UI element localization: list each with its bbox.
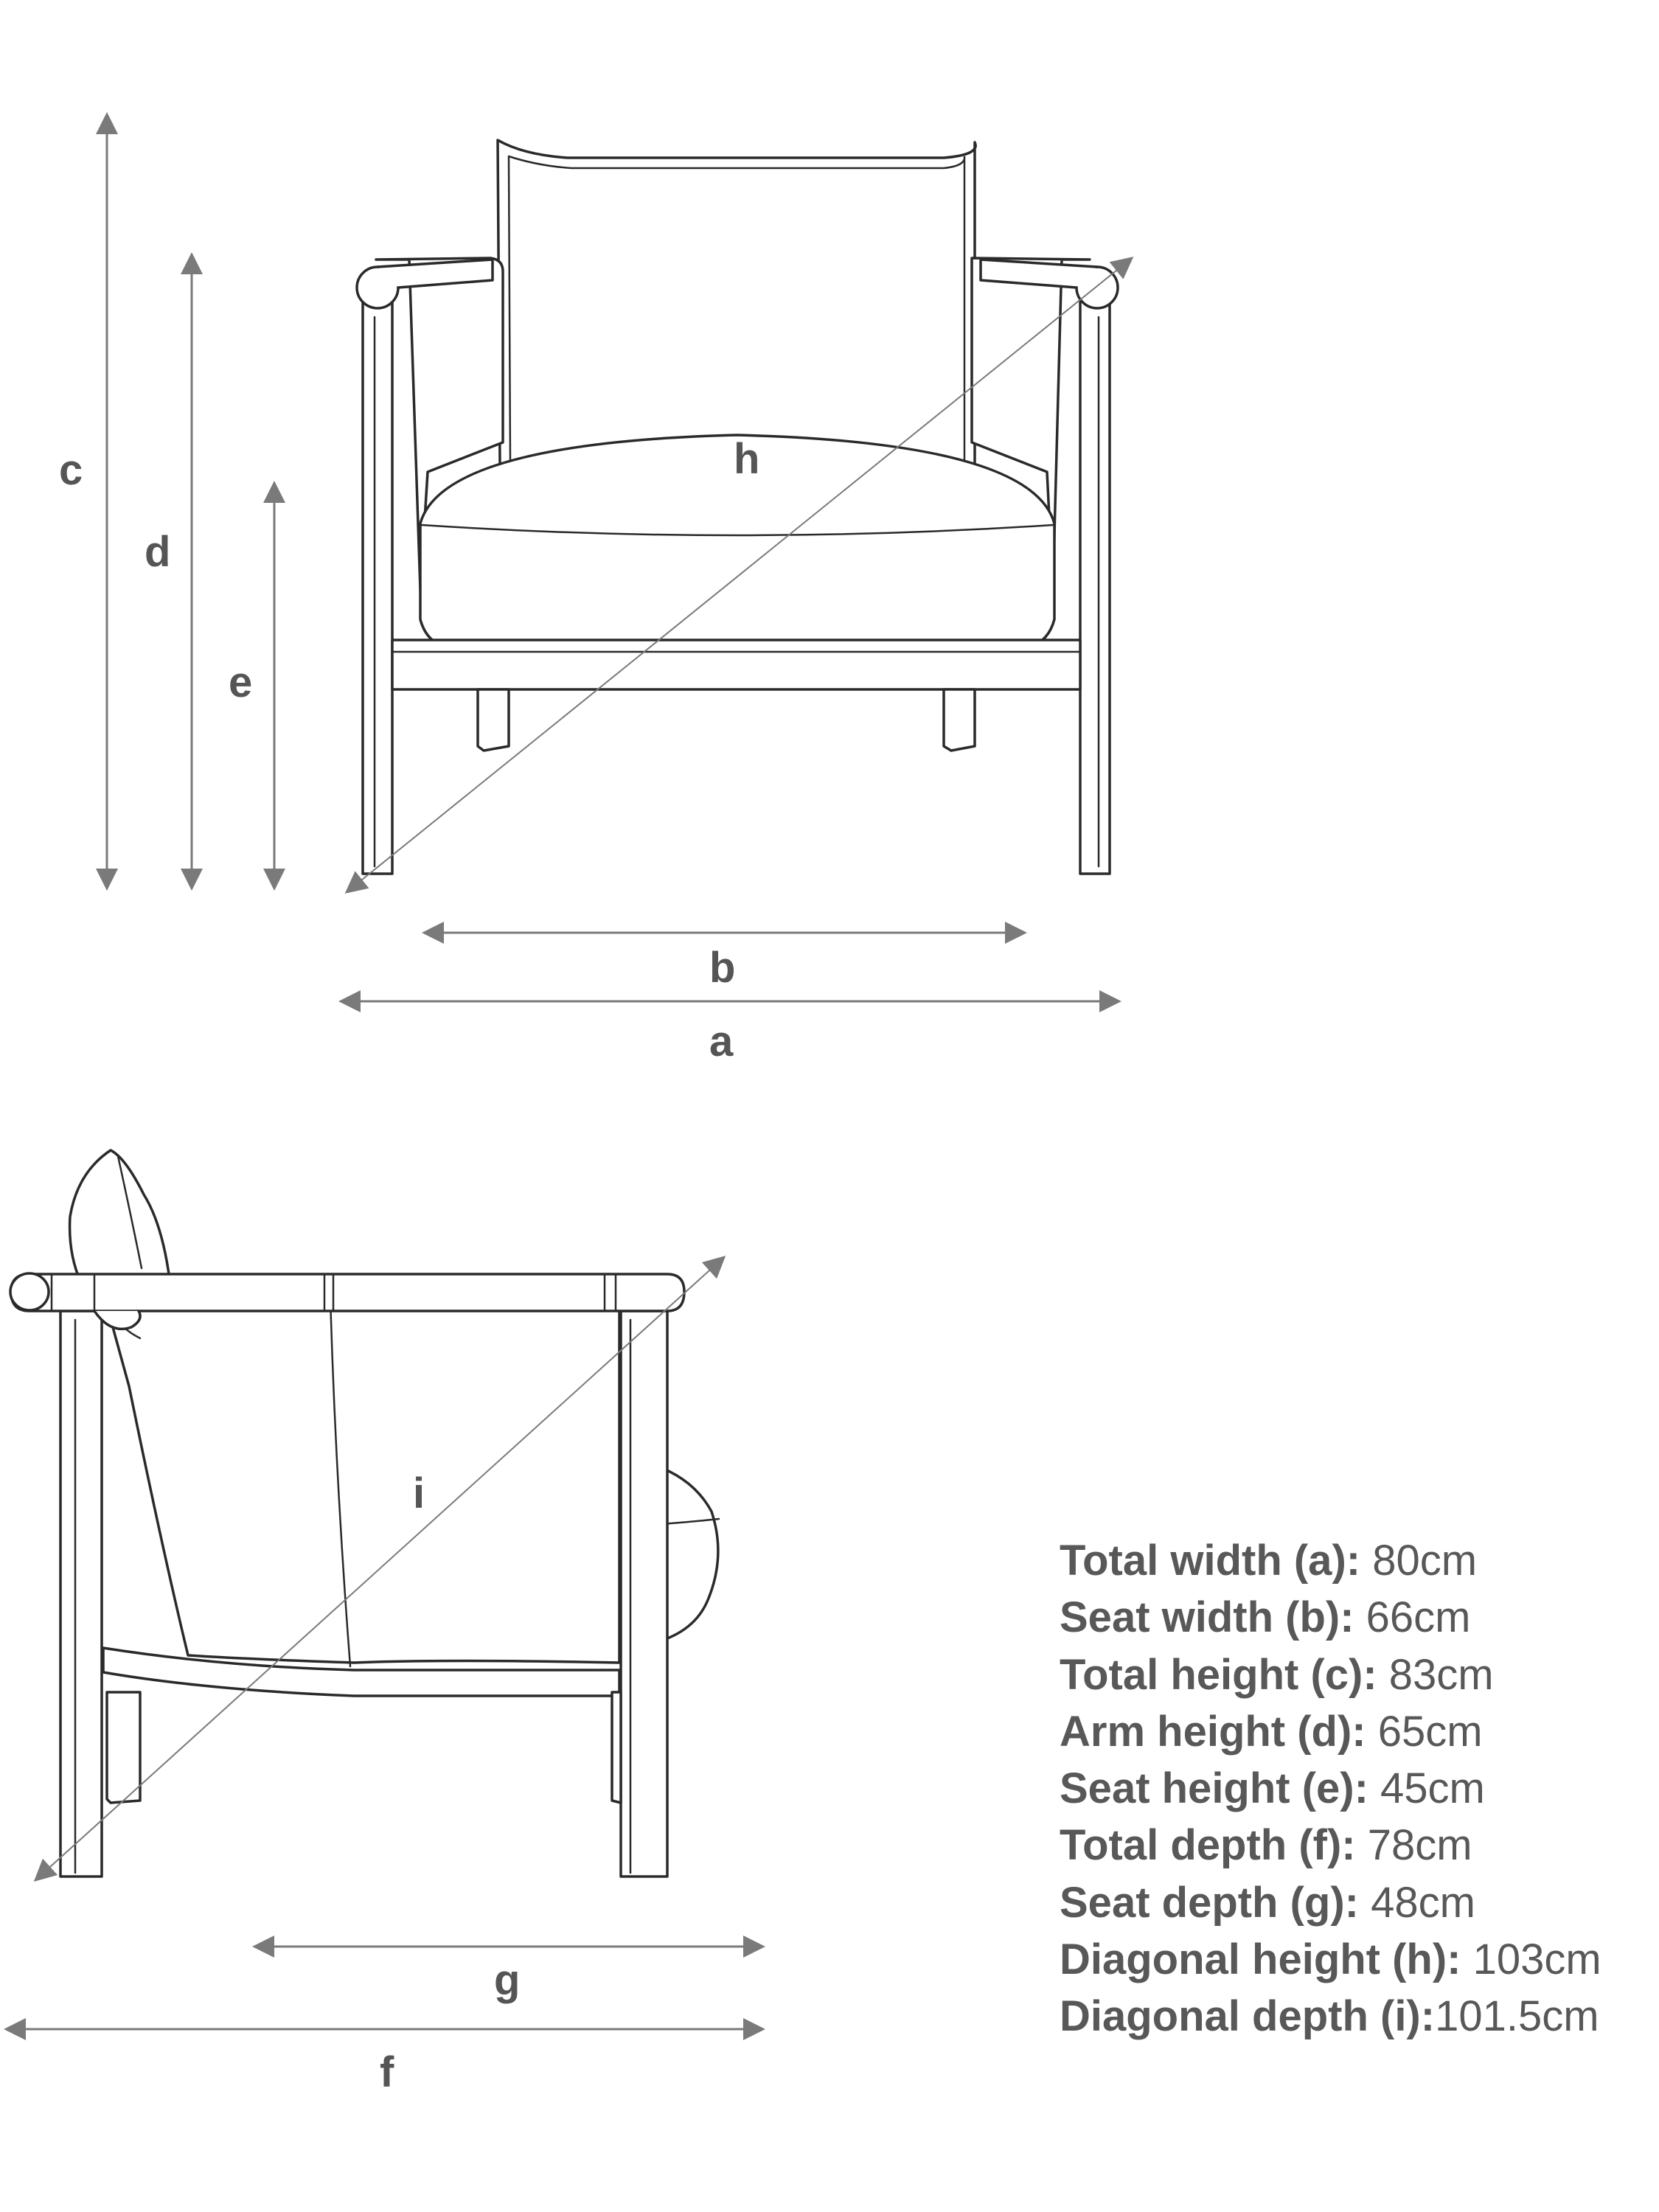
spec-value: 101.5cm	[1435, 1992, 1599, 2041]
front-back-right-leg	[944, 689, 975, 751]
side-inner-front-leg	[107, 1692, 140, 1803]
spec-row-diagonal-depth	[1060, 1988, 1601, 2045]
spec-value: 83cm	[1377, 1650, 1494, 1699]
side-view	[10, 1150, 724, 1880]
spec-label: Total depth (f):	[1060, 1821, 1356, 1870]
spec-row-total-width	[1060, 1532, 1601, 1589]
side-arm-rail-front-cap	[10, 1273, 49, 1310]
front-back-cushion	[498, 140, 975, 465]
dim-label-e: e	[229, 658, 253, 706]
side-front-post	[60, 1311, 102, 1877]
spec-label: Arm height (d):	[1060, 1707, 1366, 1756]
spec-label: Diagonal depth (i):	[1060, 1992, 1436, 2041]
front-back-left-leg	[478, 689, 509, 751]
side-arm-rail	[11, 1274, 684, 1311]
dimension-specs-list	[1060, 1532, 1601, 2045]
spec-row-arm-height	[1060, 1703, 1601, 1760]
side-sling-panel	[105, 1298, 619, 1663]
spec-label: Total width (a):	[1060, 1537, 1361, 1585]
dim-label-a: a	[709, 1018, 734, 1065]
front-seat-rail	[392, 640, 1080, 689]
spec-value: 78cm	[1355, 1821, 1472, 1870]
spec-row-seat-depth	[1060, 1874, 1601, 1931]
spec-label: Total height (c):	[1060, 1650, 1377, 1699]
spec-label: Diagonal height (h):	[1060, 1935, 1461, 1984]
front-left-post	[363, 286, 392, 874]
dim-label-d: d	[145, 528, 171, 576]
spec-row-seat-width	[1060, 1589, 1601, 1646]
dim-label-b: b	[709, 944, 736, 992]
spec-row-total-depth	[1060, 1817, 1601, 1874]
spec-value: 45cm	[1368, 1764, 1485, 1813]
side-inner-back-leg	[612, 1692, 621, 1803]
dim-label-g: g	[494, 1956, 521, 2004]
side-back-cushion	[70, 1150, 170, 1283]
spec-row-seat-height	[1060, 1760, 1601, 1817]
spec-label: Seat height (e):	[1060, 1764, 1368, 1813]
spec-value: 80cm	[1360, 1537, 1478, 1585]
dim-label-i: i	[413, 1470, 425, 1517]
spec-label: Seat depth (g):	[1060, 1878, 1359, 1927]
spec-value: 48cm	[1358, 1878, 1475, 1927]
spec-value: 103cm	[1461, 1935, 1601, 1984]
spec-value: 66cm	[1354, 1593, 1471, 1642]
front-right-post	[1080, 286, 1110, 874]
side-back-post	[621, 1311, 667, 1877]
spec-row-diagonal-height	[1060, 1931, 1601, 1988]
spec-value: 65cm	[1366, 1707, 1483, 1756]
dim-label-f: f	[380, 2048, 394, 2096]
dim-label-h: h	[734, 435, 760, 483]
spec-label: Seat width (b):	[1060, 1593, 1354, 1642]
spec-row-total-height	[1060, 1646, 1601, 1703]
front-view	[347, 140, 1132, 892]
dim-label-c: c	[59, 446, 83, 494]
